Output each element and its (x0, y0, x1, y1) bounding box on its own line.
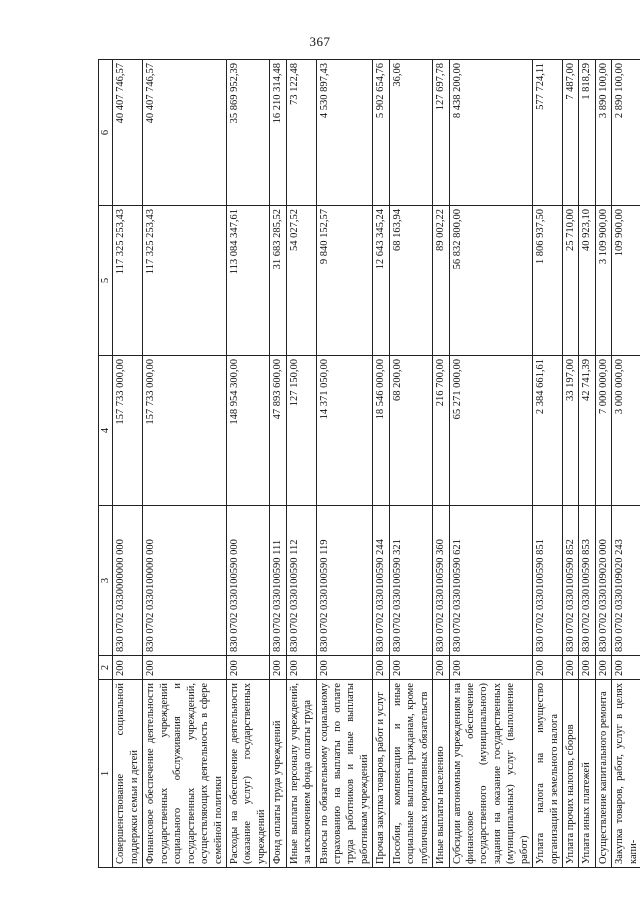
table-row (113, 60, 143, 868)
row-classification-code: 830 0702 0330100590 621 (449, 506, 533, 656)
row-classification-code: 830 0702 0330100590 321 (389, 506, 432, 656)
row-amount-executed: 31 683 285,52 (270, 206, 286, 356)
row-amount-remaining: 40 407 746,57 (143, 60, 227, 206)
row-code-col2: 200 (579, 656, 595, 680)
row-amount-planned: 68 200,00 (389, 356, 432, 506)
row-amount-planned: 33 197,00 (563, 356, 579, 506)
row-amount-executed: 68 163,94 (389, 206, 432, 356)
row-amount-remaining: 35 869 952,39 (226, 60, 269, 206)
row-code-col2: 200 (563, 656, 579, 680)
row-code-col2: 200 (143, 656, 227, 680)
row-amount-remaining: 5 902 654,76 (373, 60, 389, 206)
row-amount-executed: 109 900,00 (612, 206, 640, 356)
table-row (373, 60, 389, 868)
row-amount-planned: 3 000 000,00 (612, 356, 640, 506)
row-amount-remaining: 577 724,11 (533, 60, 563, 206)
row-amount-remaining: 127 697,78 (433, 60, 449, 206)
budget-table (98, 59, 640, 868)
row-description: Иные выплаты населению (433, 680, 449, 868)
row-classification-code: 830 0702 0330100590 360 (433, 506, 449, 656)
row-amount-executed: 40 923,10 (579, 206, 595, 356)
row-amount-planned: 42 741,39 (579, 356, 595, 506)
row-amount-executed: 54 027,52 (286, 206, 316, 356)
table-row (563, 60, 579, 868)
row-classification-code: 830 0702 0330100590 244 (373, 506, 389, 656)
row-amount-remaining: 36,06 (389, 60, 432, 206)
column-header: 3 (99, 506, 113, 656)
column-header: 6 (99, 60, 113, 206)
row-code-col2: 200 (449, 656, 533, 680)
table-row (433, 60, 449, 868)
row-amount-executed: 25 710,00 (563, 206, 579, 356)
row-amount-planned: 14 371 050,00 (316, 356, 373, 506)
row-amount-remaining: 2 890 100,00 (612, 60, 640, 206)
row-code-col2: 200 (373, 656, 389, 680)
row-description: Закупка товаров, работ, услуг в целях капи- (612, 680, 640, 868)
row-description: Уплата иных платежей (579, 680, 595, 868)
row-amount-remaining: 4 530 897,43 (316, 60, 373, 206)
row-amount-planned: 127 150,00 (286, 356, 316, 506)
row-code-col2: 200 (612, 656, 640, 680)
row-description: Расходы на обеспечение деятельности (оказание услуг) государственных учреждений (226, 680, 269, 868)
row-amount-planned: 157 733 000,00 (143, 356, 227, 506)
row-description: Прочая закупка товаров, работ и услуг (373, 680, 389, 868)
row-amount-remaining: 16 210 314,48 (270, 60, 286, 206)
table-row (143, 60, 227, 868)
rotated-table-wrapper (98, 60, 639, 868)
table-row (449, 60, 533, 868)
row-amount-planned: 157 733 000,00 (113, 356, 143, 506)
table-row (579, 60, 595, 868)
row-description: Финансовое обеспечение деятельности государственных учреждений социального обслуживания и государственных учреждений, осуществляющих деятельность в сфере семейной политики (143, 680, 227, 868)
table-row (226, 60, 269, 868)
row-amount-remaining: 8 438 200,00 (449, 60, 533, 206)
row-code-col2: 200 (389, 656, 432, 680)
row-classification-code: 830 0702 0330109020 000 (595, 506, 611, 656)
row-description: Пособия, компенсации и иные социальные выплаты гражданам, кроме публичных нормативных обязательств (389, 680, 432, 868)
row-amount-executed: 12 643 345,24 (373, 206, 389, 356)
table-row (270, 60, 286, 868)
row-code-col2: 200 (226, 656, 269, 680)
row-code-col2: 200 (270, 656, 286, 680)
table-row (595, 60, 611, 868)
row-classification-code: 830 0702 0330100590 119 (316, 506, 373, 656)
row-description: Иные выплаты персоналу учреждений, за исключением фонда оплаты труда (286, 680, 316, 868)
table-row (389, 60, 432, 868)
row-classification-code: 830 0702 0330100590 851 (533, 506, 563, 656)
row-code-col2: 200 (113, 656, 143, 680)
table-row (316, 60, 373, 868)
row-amount-executed: 56 832 800,00 (449, 206, 533, 356)
row-code-col2: 200 (595, 656, 611, 680)
table-row (286, 60, 316, 868)
table-body (113, 60, 640, 868)
row-amount-remaining: 7 487,00 (563, 60, 579, 206)
row-classification-code: 830 0702 0330100590 852 (563, 506, 579, 656)
row-amount-executed: 117 325 253,43 (143, 206, 227, 356)
row-amount-planned: 7 000 000,00 (595, 356, 611, 506)
row-classification-code: 830 0702 0330100590 000 (226, 506, 269, 656)
row-classification-code: 830 0702 0330100590 112 (286, 506, 316, 656)
header-row (99, 60, 113, 868)
column-header: 2 (99, 656, 113, 680)
row-amount-remaining: 40 407 746,57 (113, 60, 143, 206)
row-amount-remaining: 3 890 100,00 (595, 60, 611, 206)
row-classification-code: 830 0702 0330100590 111 (270, 506, 286, 656)
table-row (533, 60, 563, 868)
row-amount-planned: 18 546 000,00 (373, 356, 389, 506)
row-description: Фонд оплаты труда учреждений (270, 680, 286, 868)
row-amount-planned: 148 954 300,00 (226, 356, 269, 506)
column-header: 1 (99, 680, 113, 868)
row-classification-code: 830 0702 0330100000 000 (143, 506, 227, 656)
row-amount-executed: 1 806 937,50 (533, 206, 563, 356)
row-code-col2: 200 (533, 656, 563, 680)
row-amount-executed: 9 840 152,57 (316, 206, 373, 356)
row-amount-remaining: 73 122,48 (286, 60, 316, 206)
row-amount-planned: 216 700,00 (433, 356, 449, 506)
row-amount-planned: 2 384 661,61 (533, 356, 563, 506)
row-classification-code: 830 0702 0330000000 000 (113, 506, 143, 656)
row-classification-code: 830 0702 0330100590 853 (579, 506, 595, 656)
row-amount-planned: 47 893 600,00 (270, 356, 286, 506)
row-amount-executed: 3 109 900,00 (595, 206, 611, 356)
row-code-col2: 200 (286, 656, 316, 680)
page-number: 367 (309, 34, 331, 49)
row-description: Совершенствование социальной поддержки семьи и детей (113, 680, 143, 868)
table-row (612, 60, 640, 868)
row-code-col2: 200 (316, 656, 373, 680)
row-description: Субсидии автономным учреждениям на финансовое обеспечение государственного (муниципального) задания на оказание государственных (муниципальных) услуг (выполнение работ) (449, 680, 533, 868)
column-header: 4 (99, 356, 113, 506)
row-description: Взносы по обязательному социальному страхованию на выплаты по оплате труда работников и иные выплаты работникам учреждений (316, 680, 373, 868)
row-description: Уплата прочих налогов, сборов (563, 680, 579, 868)
row-amount-remaining: 1 818,29 (579, 60, 595, 206)
row-description: Осуществление капитального ремонта (595, 680, 611, 868)
row-classification-code: 830 0702 0330109020 243 (612, 506, 640, 656)
row-code-col2: 200 (433, 656, 449, 680)
row-amount-executed: 89 002,22 (433, 206, 449, 356)
row-amount-executed: 113 084 347,61 (226, 206, 269, 356)
row-description: Уплата налога на имущество организаций и земельного налога (533, 680, 563, 868)
row-amount-planned: 65 271 000,00 (449, 356, 533, 506)
column-header: 5 (99, 206, 113, 356)
row-amount-executed: 117 325 253,43 (113, 206, 143, 356)
